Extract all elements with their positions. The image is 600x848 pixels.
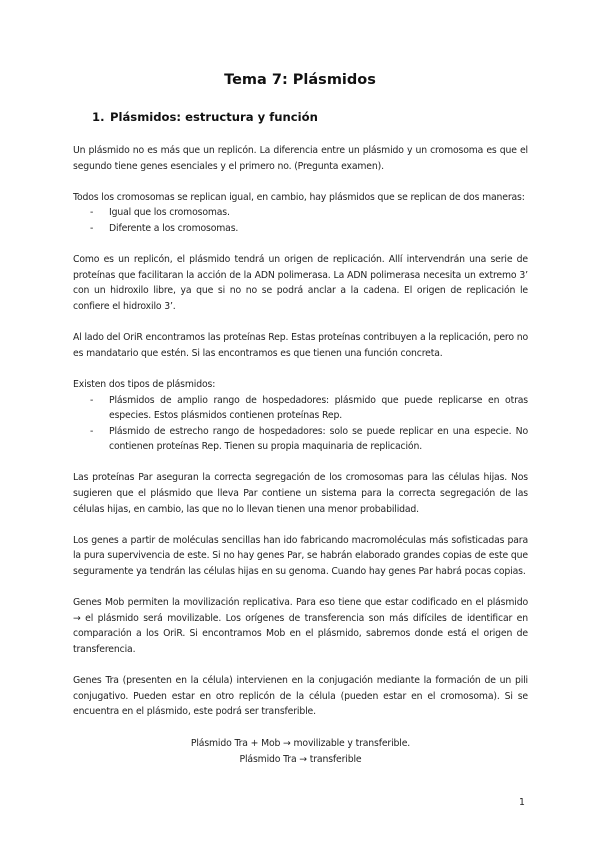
page-title: Tema 7: Plásmidos [224, 72, 376, 88]
list-item: - Plásmido de estrecho rango de hospedadores: solo se puede replicar en una especie. No contienen proteínas Rep. Tienen su propia maquinaria de replicación. [90, 425, 528, 453]
replication-list [73, 205, 528, 236]
dash-bullet: - [90, 222, 94, 234]
section-title: Plásmidos: estructura y función [110, 110, 318, 124]
paragraph: Genes Tra (presenten en la célula) intervienen en la conjugación mediante la formación de un pili conjugativo. Pueden estar en otro replicón de la célula (pueden estar en el cromosoma). Si se encuentra en el plásmido, este podrá ser transferible. [73, 675, 528, 718]
dash-bullet: - [90, 207, 94, 219]
paragraph: Un plásmido no es más que un replicón. La diferencia entre un plásmido y un cromosoma es que el segundo tiene genes esenciales y el primero no. (Pregunta examen). [73, 145, 528, 172]
list-item: - Plásmidos de amplio rango de hospedadores: plásmido que puede replicarse en otras especies. Estos plásmidos contienen proteínas Rep. [90, 394, 528, 422]
summary-lines [73, 736, 528, 768]
paragraph: Genes Mob permiten la movilización replicativa. Para eso tiene que estar codificado en el plásmido → el plásmido será movilizable. Los orígenes de transferencia son más difíciles de identificar en comparación a los OriR. Si encontramos Mob en el plásmido, sabremos donde está el origen de transferencia. [73, 597, 528, 655]
paragraph: Como es un replicón, el plásmido tendrá un origen de replicación. Allí intervendrán una serie de proteínas que facilitaran la acción de la ADN polimerasa. La ADN polimerasa necesita un extremo 3’ con un hidroxilo libre, ya que si no no se podrá anclar a la cadena. El origen de replicación le confiere el hidroxilo 3’. [73, 254, 528, 312]
paragraph: Todos los cromosomas se replican igual, en cambio, hay plásmidos que se replican de dos maneras: [73, 191, 525, 203]
summary-line: Plásmido Tra + Mob → movilizable y transferible. [190, 737, 411, 749]
paragraph: Al lado del OriR encontramos las proteínas Rep. Estas proteínas contribuyen a la replicación, pero no es mandatario que estén. Si las encontramos es que tienen una función concreta. [73, 332, 528, 359]
dash-bullet: - [90, 394, 94, 406]
page-number: 1 [519, 797, 525, 808]
summary-line: Plásmido Tra → transferible [239, 753, 362, 765]
dash-bullet: - [90, 425, 94, 437]
section-heading [92, 110, 318, 124]
document-body [73, 143, 528, 768]
paragraph: Los genes a partir de moléculas sencillas han ido fabricando macromoléculas más sofisticadas para la pura supervivencia de este. Si no hay genes Par, se habrán elaborado grandes copias de este que seguramente ya tendrán las células hijas en su genoma. Cuando hay genes Par habrá pocas copias. [73, 534, 528, 578]
paragraph: Las proteínas Par aseguran la correcta segregación de los cromosomas para las células hijas. Nos sugieren que el plásmido que lleva Par contiene un sistema para la correcta segregación de las células hijas, en cambio, las que no lo llevan tienen una menor probabilidad. [73, 472, 528, 515]
paragraph: Existen dos tipos de plásmidos: [73, 378, 216, 390]
list-item: - Diferente a los cromosomas. [73, 221, 528, 237]
plasmid-types-list [73, 393, 528, 455]
section-number: 1. [92, 110, 105, 124]
list-item: - Igual que los cromosomas. [73, 205, 528, 221]
